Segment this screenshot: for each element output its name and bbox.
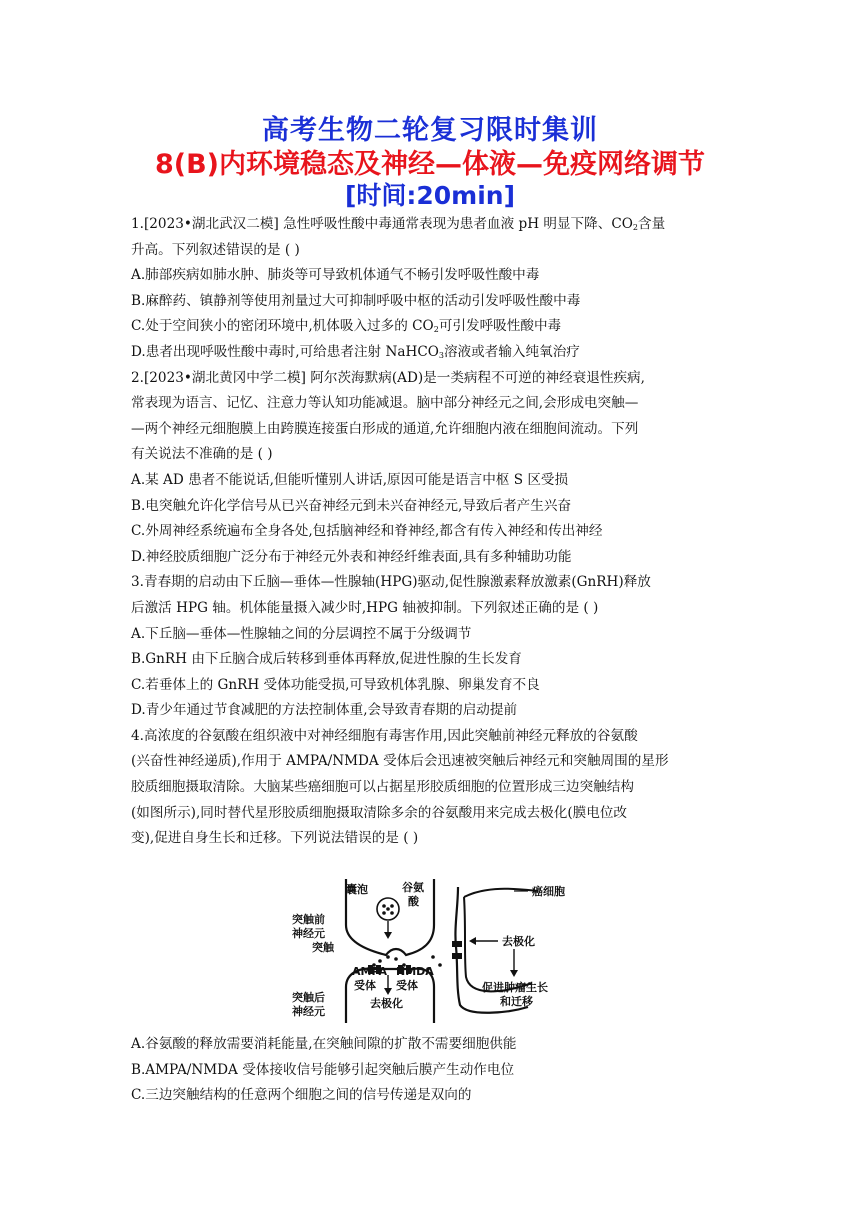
q2-option-d: D.神经胶质细胞广泛分布于神经元外表和神经纤维表面,具有多种辅助功能 (131, 548, 572, 565)
label-nmda-1: NMDA (396, 965, 434, 978)
q1-stem-line1: 1.[2023•湖北武汉二模] 急性呼吸性酸中毒通常表现为患者血液 pH 明显下降、$CO_2$含量 (131, 216, 666, 232)
label-vesicle: 囊泡 (346, 883, 368, 896)
question-body-continued (131, 1032, 743, 1109)
label-cancer-cell: 癌细胞 (532, 885, 565, 898)
q4-stem-line5: 变),促进自身生长和迁移。下列说法错误的是 ( ) (131, 830, 419, 847)
q3-option-b: B.GnRH 由下丘脑合成后转移到垂体再释放,促进性腺的生长发育 (131, 651, 522, 668)
q2-stem-line1: 2.[2023•湖北黄冈中学二模] 阿尔茨海默病(AD)是一类病程不可逆的神经衰退性疾病, (131, 369, 645, 386)
q4-stem-line1: 4.高浓度的谷氨酸在组织液中对神经细胞有毒害作用,因此突触前神经元释放的谷氨酸 (131, 727, 638, 744)
q3-option-d: D.青少年通过节食减肥的方法控制体重,会导致青春期的启动提前 (131, 702, 518, 719)
label-presynaptic-2: 神经元 (292, 927, 325, 940)
q1-option-d: D.患者出现呼吸性酸中毒时,可给患者注射 NaHCO$_3$溶液或者输入纯氧治疗 (131, 343, 580, 360)
label-depolarization-mid: 去极化 (370, 997, 403, 1010)
label-ampa-1: AMPA (352, 965, 388, 978)
time-limit: [时间:20min] (344, 181, 516, 210)
q4-stem-line2: (兴奋性神经递质),作用于 AMPA/NMDA 受体后会迅速被突触后神经元和突触周围的星形 (131, 753, 669, 770)
q1-option-b: B.麻醉药、镇静剂等使用剂量过大可抑制呼吸中枢的活动引发呼吸性酸中毒 (131, 292, 581, 309)
label-synapse: 突触 (312, 941, 334, 954)
q2-option-c: C.外周神经系统遍布全身各处,包括脑神经和脊神经,都含有传入神经和传出神经 (131, 523, 603, 540)
label-postsynaptic-2: 神经元 (292, 1005, 325, 1018)
q4-option-c: C.三边突触结构的任意两个细胞之间的信号传递是双向的 (131, 1087, 472, 1104)
label-presynaptic-1: 突触前 (292, 913, 325, 926)
label-glutamate-1: 谷氨 (402, 881, 424, 894)
document-title: 高考生物二轮复习限时集训 (262, 115, 598, 146)
label-nmda-2: 受体 (396, 979, 418, 992)
q2-stem-line2: 常表现为语言、记忆、注意力等认知功能减退。脑中部分神经元之间,会形成电突触— (131, 395, 639, 412)
q1-option-c: C.处于空间狭小的密闭环境中,机体吸入过多的 $CO_2$可引发呼吸性酸中毒 (131, 318, 562, 335)
q2-option-b: B.电突触允许化学信号从已兴奋神经元到未兴奋神经元,导致后者产生兴奋 (131, 497, 572, 514)
q4-stem-line3: 胶质细胞摄取清除。大脑某些癌细胞可以占据星形胶质细胞的位置形成三边突触结构 (131, 779, 634, 796)
label-depolarization-right: 去极化 (502, 935, 535, 948)
q1-stem-line2: 升高。下列叙述错误的是 ( ) (131, 241, 300, 258)
label-ampa-2: 受体 (354, 979, 376, 992)
label-postsynaptic-1: 突触后 (292, 991, 325, 1004)
q4-option-a: A.谷氨酸的释放需要消耗能量,在突触间隙的扩散不需要细胞供能 (131, 1036, 517, 1052)
q2-stem-line3: —两个神经元细胞膜上由跨膜连接蛋白形成的通道,允许细胞内液在细胞间流动。下列 (131, 420, 639, 437)
label-promote-2: 和迁移 (500, 995, 533, 1008)
q1-option-a: A.肺部疾病如肺水肿、肺炎等可导致机体通气不畅引发呼吸性酸中毒 (131, 267, 540, 284)
label-glutamate-2: 酸 (408, 895, 419, 908)
q3-stem-line2: 后激活 HPG 轴。机体能量摄入减少时,HPG 轴被抑制。下列叙述正确的是 ( ) (131, 599, 599, 616)
q3-option-a: A.下丘脑—垂体—性腺轴之间的分层调控不属于分级调节 (131, 625, 472, 642)
q2-stem-line4: 有关说法不准确的是 ( ) (131, 446, 273, 463)
q4-stem-line4: (如图所示),同时替代星形胶质细胞摄取清除多余的谷氨酸用来完成去极化(膜电位改 (131, 804, 628, 821)
label-promote-1: 促进肿瘤生长 (482, 981, 548, 994)
q3-stem-line1: 3.青春期的启动由下丘脑—垂体—性腺轴(HPG)驱动,促性腺激素释放激素(GnRH)释放 (131, 574, 651, 591)
question-body (131, 212, 743, 852)
q4-option-b: B.AMPA/NMDA 受体接收信号能够引起突触后膜产生动作电位 (131, 1061, 515, 1078)
q2-option-a: A.某 AD 患者不能说话,但能听懂别人讲话,原因可能是语言中枢 S 区受损 (131, 471, 569, 488)
q3-option-c: C.若垂体上的 GnRH 受体功能受损,可导致机体乳腺、卵巢发育不良 (131, 676, 540, 693)
synapse-diagram (288, 877, 578, 1023)
document-subtitle: 8(B)内环境稳态及神经—体液—免疫网络调节 (154, 149, 706, 180)
